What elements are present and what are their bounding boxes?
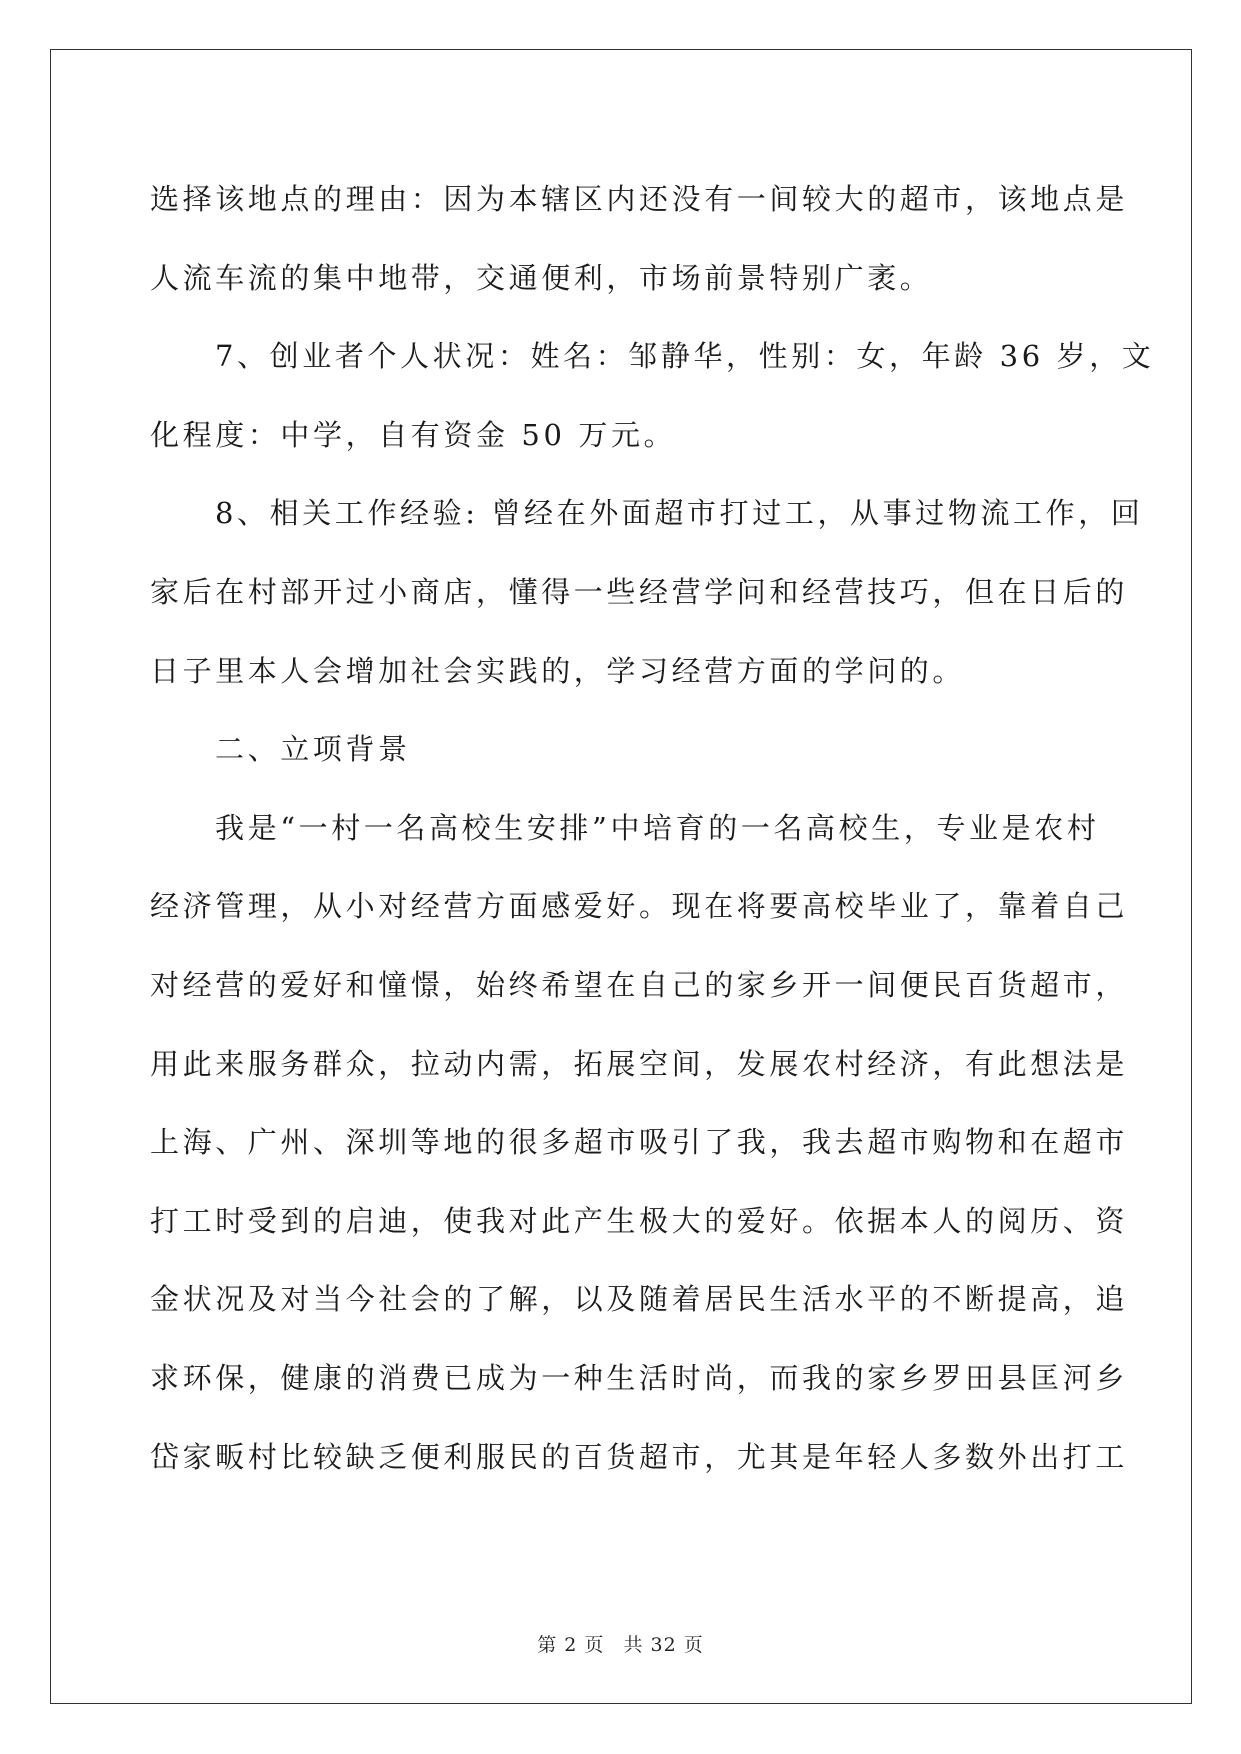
document-body [150, 160, 1155, 1496]
page-number: 第 2 页 [537, 1634, 605, 1656]
text-line: 对经营的爱好和憧憬，始终希望在自己的家乡开一间便民百货超市， [150, 967, 1129, 1002]
text-line: 我是“一村一名高校生安排”中培育的一名高校生，专业是农村 [215, 810, 1100, 845]
text-line: 8、相关工作经验: 曾经在外面超市打过工，从事过物流工作，回 [215, 496, 1144, 531]
section-heading: 二、立项背景 [215, 732, 411, 767]
text-line: 家后在村部开过小商店，懂得一些经营学问和经营技巧，但在日后的 [150, 574, 1129, 609]
text-line: 经济管理，从小对经营方面感爱好。现在将要高校毕业了，靠着自己 [150, 889, 1129, 924]
body-text [150, 160, 1155, 1496]
text-line: 7、创业者个人状况：姓名：邹静华，性别：女，年龄 36 岁，文 [215, 339, 1155, 374]
text-line: 人流车流的集中地带，交通便利，市场前景特别广袤。 [150, 260, 933, 295]
text-line: 打工时受到的启迪，使我对此产生极大的爱好。依据本人的阅历、资 [150, 1203, 1129, 1238]
text-line: 求环保，健康的消费已成为一种生活时尚，而我的家乡罗田县匡河乡 [150, 1360, 1129, 1395]
page-footer [0, 1630, 1241, 1657]
text-line: 日子里本人会增加社会实践的，学习经营方面的学问的。 [150, 653, 966, 688]
text-line: 化程度：中学，自有资金 50 万元。 [150, 417, 677, 452]
text-line: 金状况及对当今社会的了解，以及随着居民生活水平的不断提高，追 [150, 1282, 1129, 1317]
text-line: 选择该地点的理由：因为本辖区内还没有一间较大的超市，该地点是 [150, 182, 1129, 216]
text-line: 岱家畈村比较缺乏便利服民的百货超市，尤其是年轻人多数外出打工 [150, 1439, 1129, 1474]
text-line: 用此来服务群众，拉动内需，拓展空间，发展农村经济，有此想法是 [150, 1046, 1129, 1081]
text-line: 上海、广州、深圳等地的很多超市吸引了我，我去超市购物和在超市 [150, 1125, 1129, 1160]
page-total: 共 32 页 [623, 1634, 704, 1656]
